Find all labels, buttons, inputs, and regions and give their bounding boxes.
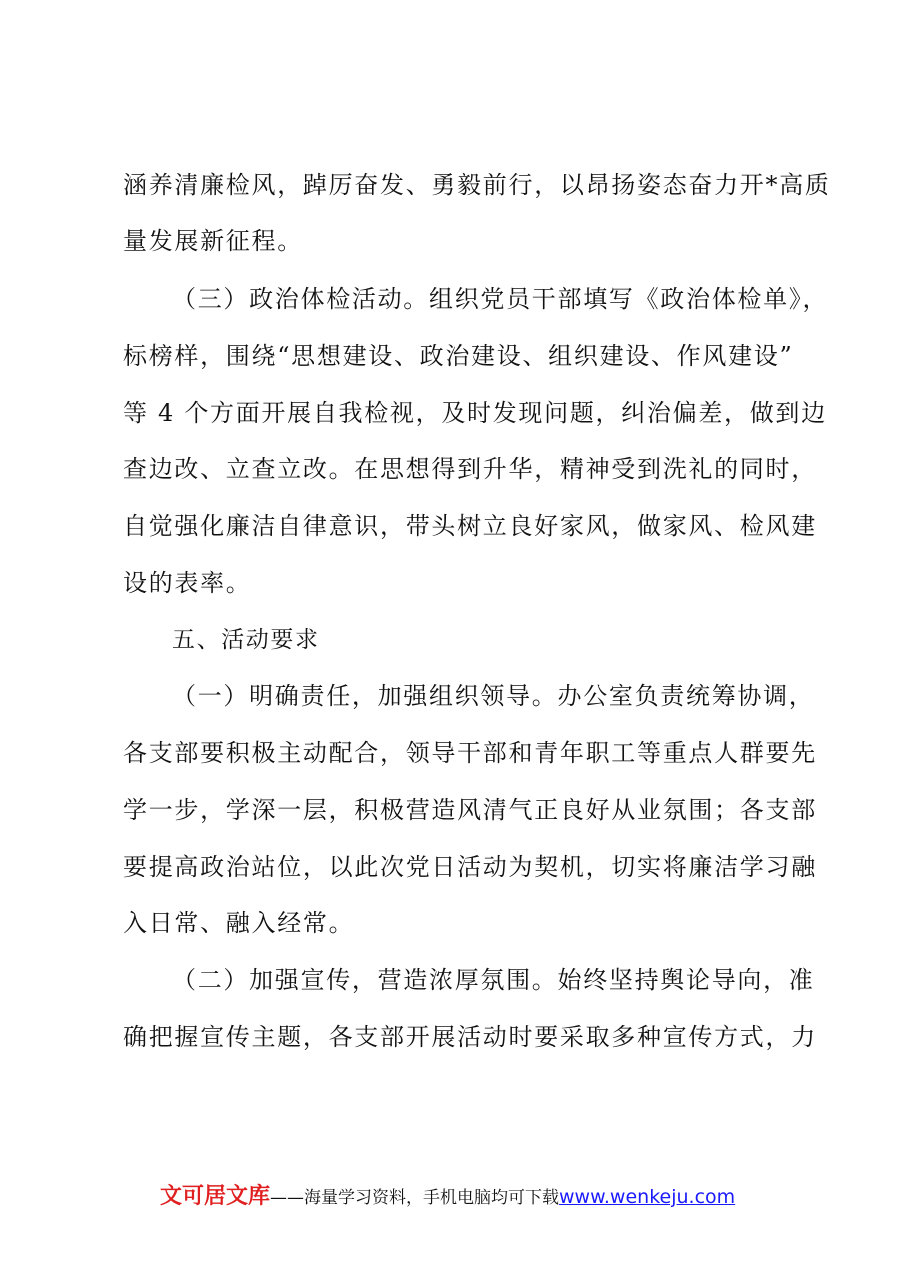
section-heading: 五、活动要求 — [172, 627, 320, 653]
text-line: 确把握宣传主题，各支部开展活动时要采取多种宣传方式，力 — [123, 1023, 817, 1051]
text-line: 涵养清廉检风，踔厉奋发、勇毅前行，以昂扬姿态奋力开*高质 — [123, 171, 831, 199]
footer-tagline: ——海量学习资料，手机电脑均可下载 — [270, 1188, 560, 1208]
footer-url-link[interactable]: www.wenkeju.com — [559, 1186, 736, 1208]
text-line: 查边改、立查立改。在思想得到升华，精神受到洗礼的同时， — [123, 455, 817, 483]
text-line: 量发展新征程。 — [123, 227, 303, 255]
text-line: 要提高政治站位，以此次党日活动为契机，切实将廉洁学习融 — [123, 853, 817, 881]
text-line: 自觉强化廉洁自律意识，带头树立良好家风，做家风、检风建 — [123, 512, 817, 540]
text-line: （三）政治体检活动。组织党员干部填写《政治体检单》， — [172, 285, 829, 313]
text-line: 标榜样，围绕“思想建设、政治建设、组织建设、作风建设” — [123, 342, 794, 370]
text-line: 等 4 个方面开展自我检视，及时发现问题，纠治偏差，做到边 — [123, 399, 827, 427]
text-line: 学一步，学深一层，积极营造风清气正良好从业氛围；各支部 — [123, 796, 817, 824]
text-line: 各支部要积极主动配合，领导干部和青年职工等重点人群要先 — [123, 739, 817, 767]
text-line: 入日常、融入经常。 — [123, 909, 355, 937]
footer-brand: 文可居文库 — [160, 1184, 271, 1209]
text-line: 设的表率。 — [123, 569, 252, 597]
text-line: （一）明确责任，加强组织领导。办公室负责统筹协调， — [172, 682, 815, 710]
text-line: （二）加强宣传，营造浓厚氛围。始终坚持舆论导向，准 — [172, 966, 815, 994]
footer-banner — [160, 1182, 735, 1212]
